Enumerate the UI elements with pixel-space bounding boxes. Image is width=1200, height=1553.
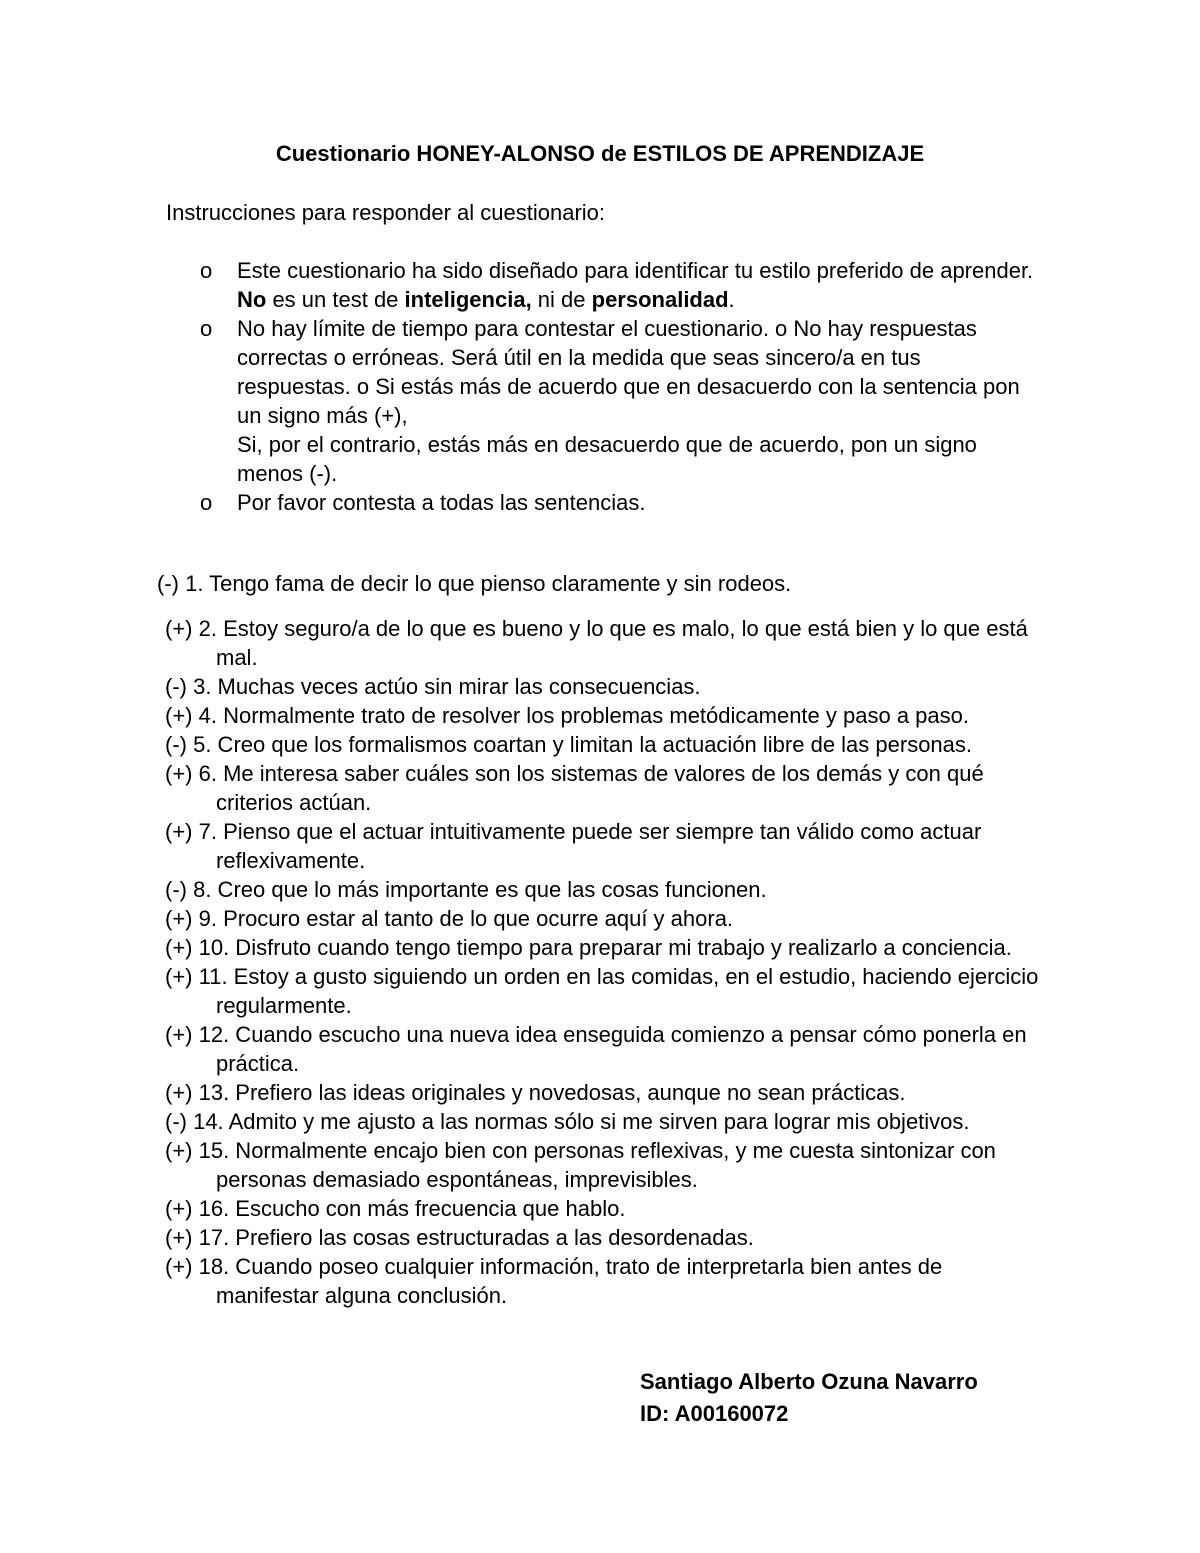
instruction-bold-text: personalidad [591, 287, 729, 312]
signature-block [640, 1366, 978, 1430]
bullet-marker: o [200, 490, 213, 515]
author-name: Santiago Alberto Ozuna Navarro [640, 1369, 978, 1394]
question-item-9: (+) 9. Procuro estar al tanto de lo que ocurre aquí y ahora. [165, 906, 734, 931]
bullet-marker: o [200, 316, 213, 341]
instruction-text: No hay límite de tiempo para contestar el cuestionario. o No hay respuestas correctas o erróneas. Será útil en la medida que seas sincero/a en tus respuestas. o Si estás más de acuerdo que en desacuerdo con la sentencia pon un signo más (+), [237, 316, 1020, 428]
question-item-18: (+) 18. Cuando poseo cualquier información, trato de interpretarla bien antes de manifestar alguna conclusión. [165, 1254, 943, 1308]
instruction-bold-text: inteligencia, [404, 287, 532, 312]
bullet-marker: o [200, 258, 213, 283]
question-item-15: (+) 15. Normalmente encajo bien con personas reflexivas, y me cuesta sintonizar con personas demasiado espontáneas, imprevisibles. [165, 1138, 996, 1192]
instructions-heading: Instrucciones para responder al cuestionario: [166, 200, 606, 225]
question-item-2: (+) 2. Estoy seguro/a de lo que es bueno y lo que es malo, lo que está bien y lo que está mal. [165, 616, 1028, 670]
instruction-item-1 [200, 256, 1040, 314]
instruction-text: Por favor contesta a todas las sentencias. [237, 490, 646, 515]
question-item-14: (-) 14. Admito y me ajusto a las normas sólo si me sirven para lograr mis objetivos. [165, 1109, 970, 1134]
instruction-text: ni de [531, 287, 592, 312]
question-item-3: (-) 3. Muchas veces actúo sin mirar las consecuencias. [165, 674, 701, 699]
instruction-text: Si, por el contrario, estás más en desacuerdo que de acuerdo, pon un signo menos (-). [237, 432, 977, 486]
question-item-8: (-) 8. Creo que lo más importante es que las cosas funcionen. [165, 877, 767, 902]
instruction-bold-text: No [237, 287, 267, 312]
instruction-item-3 [200, 488, 1040, 517]
document-title: Cuestionario HONEY-ALONSO de ESTILOS DE APRENDIZAJE [275, 141, 925, 166]
instruction-text: Este cuestionario ha sido diseñado para identificar tu estilo preferido de aprender. [237, 258, 1034, 283]
question-item-4: (+) 4. Normalmente trato de resolver los problemas metódicamente y paso a paso. [165, 703, 969, 728]
question-item-10: (+) 10. Disfruto cuando tengo tiempo para preparar mi trabajo y realizarlo a conciencia. [165, 935, 1012, 960]
question-item-5: (-) 5. Creo que los formalismos coartan y limitan la actuación libre de las personas. [165, 732, 973, 757]
author-id: ID: A00160072 [640, 1401, 789, 1426]
instruction-text: . [728, 287, 735, 312]
questions-list [165, 614, 1045, 1310]
instruction-item-2 [200, 314, 1040, 488]
question-item-6: (+) 6. Me interesa saber cuáles son los sistemas de valores de los demás y con qué criterios actúan. [165, 761, 984, 815]
instructions-list [200, 256, 1040, 517]
question-item-12: (+) 12. Cuando escucho una nueva idea enseguida comienzo a pensar cómo ponerla en práctica. [165, 1022, 1027, 1076]
question-item-11: (+) 11. Estoy a gusto siguiendo un orden en las comidas, en el estudio, haciendo ejercicio regularmente. [165, 964, 1039, 1018]
question-item-16: (+) 16. Escucho con más frecuencia que hablo. [165, 1196, 626, 1221]
question-item-13: (+) 13. Prefiero las ideas originales y novedosas, aunque no sean prácticas. [165, 1080, 906, 1105]
question-item-7: (+) 7. Pienso que el actuar intuitivamente puede ser siempre tan válido como actuar reflexivamente. [165, 819, 982, 873]
question-item-17: (+) 17. Prefiero las cosas estructuradas a las desordenadas. [165, 1225, 754, 1250]
instruction-text: es un test de [266, 287, 405, 312]
question-item-1: (-) 1. Tengo fama de decir lo que pienso claramente y sin rodeos. [157, 571, 792, 596]
